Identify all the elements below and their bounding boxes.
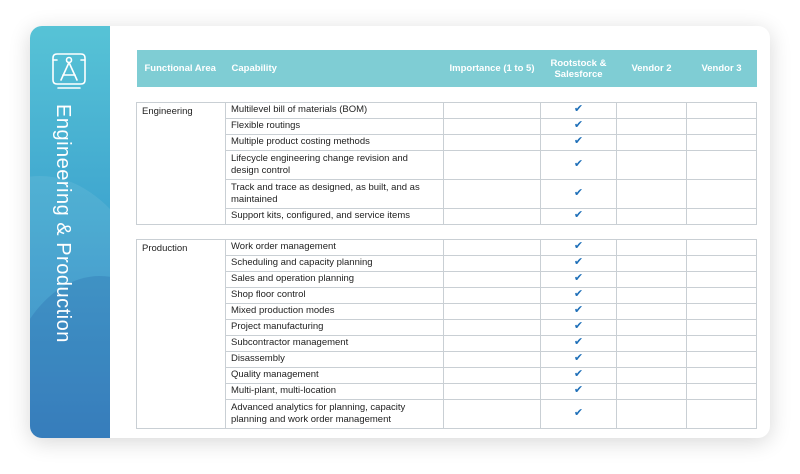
vendor-3-cell[interactable] — [687, 208, 757, 224]
capability-cell: Shop floor control — [226, 287, 444, 303]
importance-cell[interactable] — [444, 287, 541, 303]
check-icon: ✔ — [541, 239, 617, 255]
vendor-3-cell[interactable] — [687, 118, 757, 134]
vendor-2-cell[interactable] — [617, 271, 687, 287]
check-icon: ✔ — [541, 319, 617, 335]
vendor-3-cell[interactable] — [687, 134, 757, 150]
vendor-2-cell[interactable] — [617, 118, 687, 134]
importance-cell[interactable] — [444, 179, 541, 208]
sidebar-title: Engineering & Production — [52, 104, 74, 343]
area-engineering: Engineering — [137, 102, 226, 224]
table-row — [137, 351, 757, 367]
check-icon: ✔ — [541, 351, 617, 367]
capability-cell: Lifecycle engineering change revision and design control — [226, 150, 444, 179]
check-icon: ✔ — [541, 255, 617, 271]
capability-matrix — [136, 50, 756, 429]
table-row — [137, 367, 757, 383]
importance-cell[interactable] — [444, 118, 541, 134]
importance-cell[interactable] — [444, 383, 541, 399]
vendor-2-cell[interactable] — [617, 150, 687, 179]
vendor-3-cell[interactable] — [687, 383, 757, 399]
vendor-2-cell[interactable] — [617, 239, 687, 255]
vendor-3-cell[interactable] — [687, 287, 757, 303]
capability-cell: Project manufacturing — [226, 319, 444, 335]
table-row — [137, 319, 757, 335]
importance-cell[interactable] — [444, 134, 541, 150]
header-capability: Capability — [226, 50, 444, 87]
check-icon: ✔ — [541, 287, 617, 303]
header-functional-area: Functional Area — [137, 50, 226, 87]
check-icon: ✔ — [541, 134, 617, 150]
vendor-2-cell[interactable] — [617, 134, 687, 150]
capability-cell: Support kits, configured, and service items — [226, 208, 444, 224]
sidebar-banner — [30, 26, 110, 438]
capability-cell: Multiple product costing methods — [226, 134, 444, 150]
importance-cell[interactable] — [444, 335, 541, 351]
vendor-3-cell[interactable] — [687, 303, 757, 319]
table-header-row — [137, 50, 757, 87]
vendor-3-cell[interactable] — [687, 255, 757, 271]
check-icon: ✔ — [541, 303, 617, 319]
comparison-card — [30, 26, 770, 438]
check-icon: ✔ — [541, 335, 617, 351]
header-rootstock: Rootstock & Salesforce — [541, 50, 617, 87]
check-icon: ✔ — [541, 383, 617, 399]
capability-cell: Flexible routings — [226, 118, 444, 134]
importance-cell[interactable] — [444, 367, 541, 383]
area-production: Production — [137, 239, 226, 428]
importance-cell[interactable] — [444, 102, 541, 118]
capability-cell: Multi-plant, multi-location — [226, 383, 444, 399]
check-icon: ✔ — [541, 367, 617, 383]
vendor-3-cell[interactable] — [687, 271, 757, 287]
capability-cell: Subcontractor management — [226, 335, 444, 351]
drafting-compass-icon — [49, 50, 89, 90]
vendor-3-cell[interactable] — [687, 179, 757, 208]
capability-cell: Quality management — [226, 367, 444, 383]
header-importance: Importance (1 to 5) — [444, 50, 541, 87]
vendor-2-cell[interactable] — [617, 303, 687, 319]
vendor-3-cell[interactable] — [687, 239, 757, 255]
table-row — [137, 150, 757, 179]
check-icon: ✔ — [541, 102, 617, 118]
importance-cell[interactable] — [444, 208, 541, 224]
importance-cell[interactable] — [444, 351, 541, 367]
table-row — [137, 383, 757, 399]
check-icon: ✔ — [541, 399, 617, 428]
capability-cell: Disassembly — [226, 351, 444, 367]
capability-cell: Work order management — [226, 239, 444, 255]
capability-cell: Multilevel bill of materials (BOM) — [226, 102, 444, 118]
vendor-2-cell[interactable] — [617, 287, 687, 303]
importance-cell[interactable] — [444, 319, 541, 335]
table-row — [137, 118, 757, 134]
vendor-2-cell[interactable] — [617, 179, 687, 208]
importance-cell[interactable] — [444, 399, 541, 428]
vendor-3-cell[interactable] — [687, 399, 757, 428]
vendor-2-cell[interactable] — [617, 319, 687, 335]
table-row — [137, 102, 757, 118]
header-vendor-3: Vendor 3 — [687, 50, 757, 87]
table-row — [137, 399, 757, 428]
importance-cell[interactable] — [444, 150, 541, 179]
check-icon: ✔ — [541, 150, 617, 179]
vendor-3-cell[interactable] — [687, 351, 757, 367]
vendor-2-cell[interactable] — [617, 367, 687, 383]
vendor-2-cell[interactable] — [617, 208, 687, 224]
importance-cell[interactable] — [444, 255, 541, 271]
importance-cell[interactable] — [444, 271, 541, 287]
vendor-2-cell[interactable] — [617, 335, 687, 351]
table-row — [137, 287, 757, 303]
engineering-section — [137, 87, 757, 224]
capability-cell: Scheduling and capacity planning — [226, 255, 444, 271]
vendor-2-cell[interactable] — [617, 102, 687, 118]
vendor-2-cell[interactable] — [617, 351, 687, 367]
table-row — [137, 335, 757, 351]
vendor-2-cell[interactable] — [617, 255, 687, 271]
importance-cell[interactable] — [444, 239, 541, 255]
vendor-3-cell[interactable] — [687, 150, 757, 179]
vendor-3-cell[interactable] — [687, 367, 757, 383]
header-vendor-2: Vendor 2 — [617, 50, 687, 87]
check-icon: ✔ — [541, 271, 617, 287]
capability-cell: Sales and operation planning — [226, 271, 444, 287]
importance-cell[interactable] — [444, 303, 541, 319]
table-row — [137, 208, 757, 224]
capability-cell: Track and trace as designed, as built, and as maintained — [226, 179, 444, 208]
table-row — [137, 255, 757, 271]
table-row — [137, 303, 757, 319]
vendor-2-cell[interactable] — [617, 383, 687, 399]
check-icon: ✔ — [541, 118, 617, 134]
capability-cell: Mixed production modes — [226, 303, 444, 319]
table-row — [137, 179, 757, 208]
check-icon: ✔ — [541, 208, 617, 224]
check-icon: ✔ — [541, 179, 617, 208]
table-row — [137, 134, 757, 150]
vendor-3-cell[interactable] — [687, 102, 757, 118]
vendor-3-cell[interactable] — [687, 335, 757, 351]
capability-cell: Advanced analytics for planning, capacity planning and work order management — [226, 399, 444, 428]
production-section — [137, 224, 757, 428]
table-row — [137, 271, 757, 287]
vendor-3-cell[interactable] — [687, 319, 757, 335]
vendor-2-cell[interactable] — [617, 399, 687, 428]
table-row — [137, 239, 757, 255]
comparison-table — [136, 50, 757, 429]
